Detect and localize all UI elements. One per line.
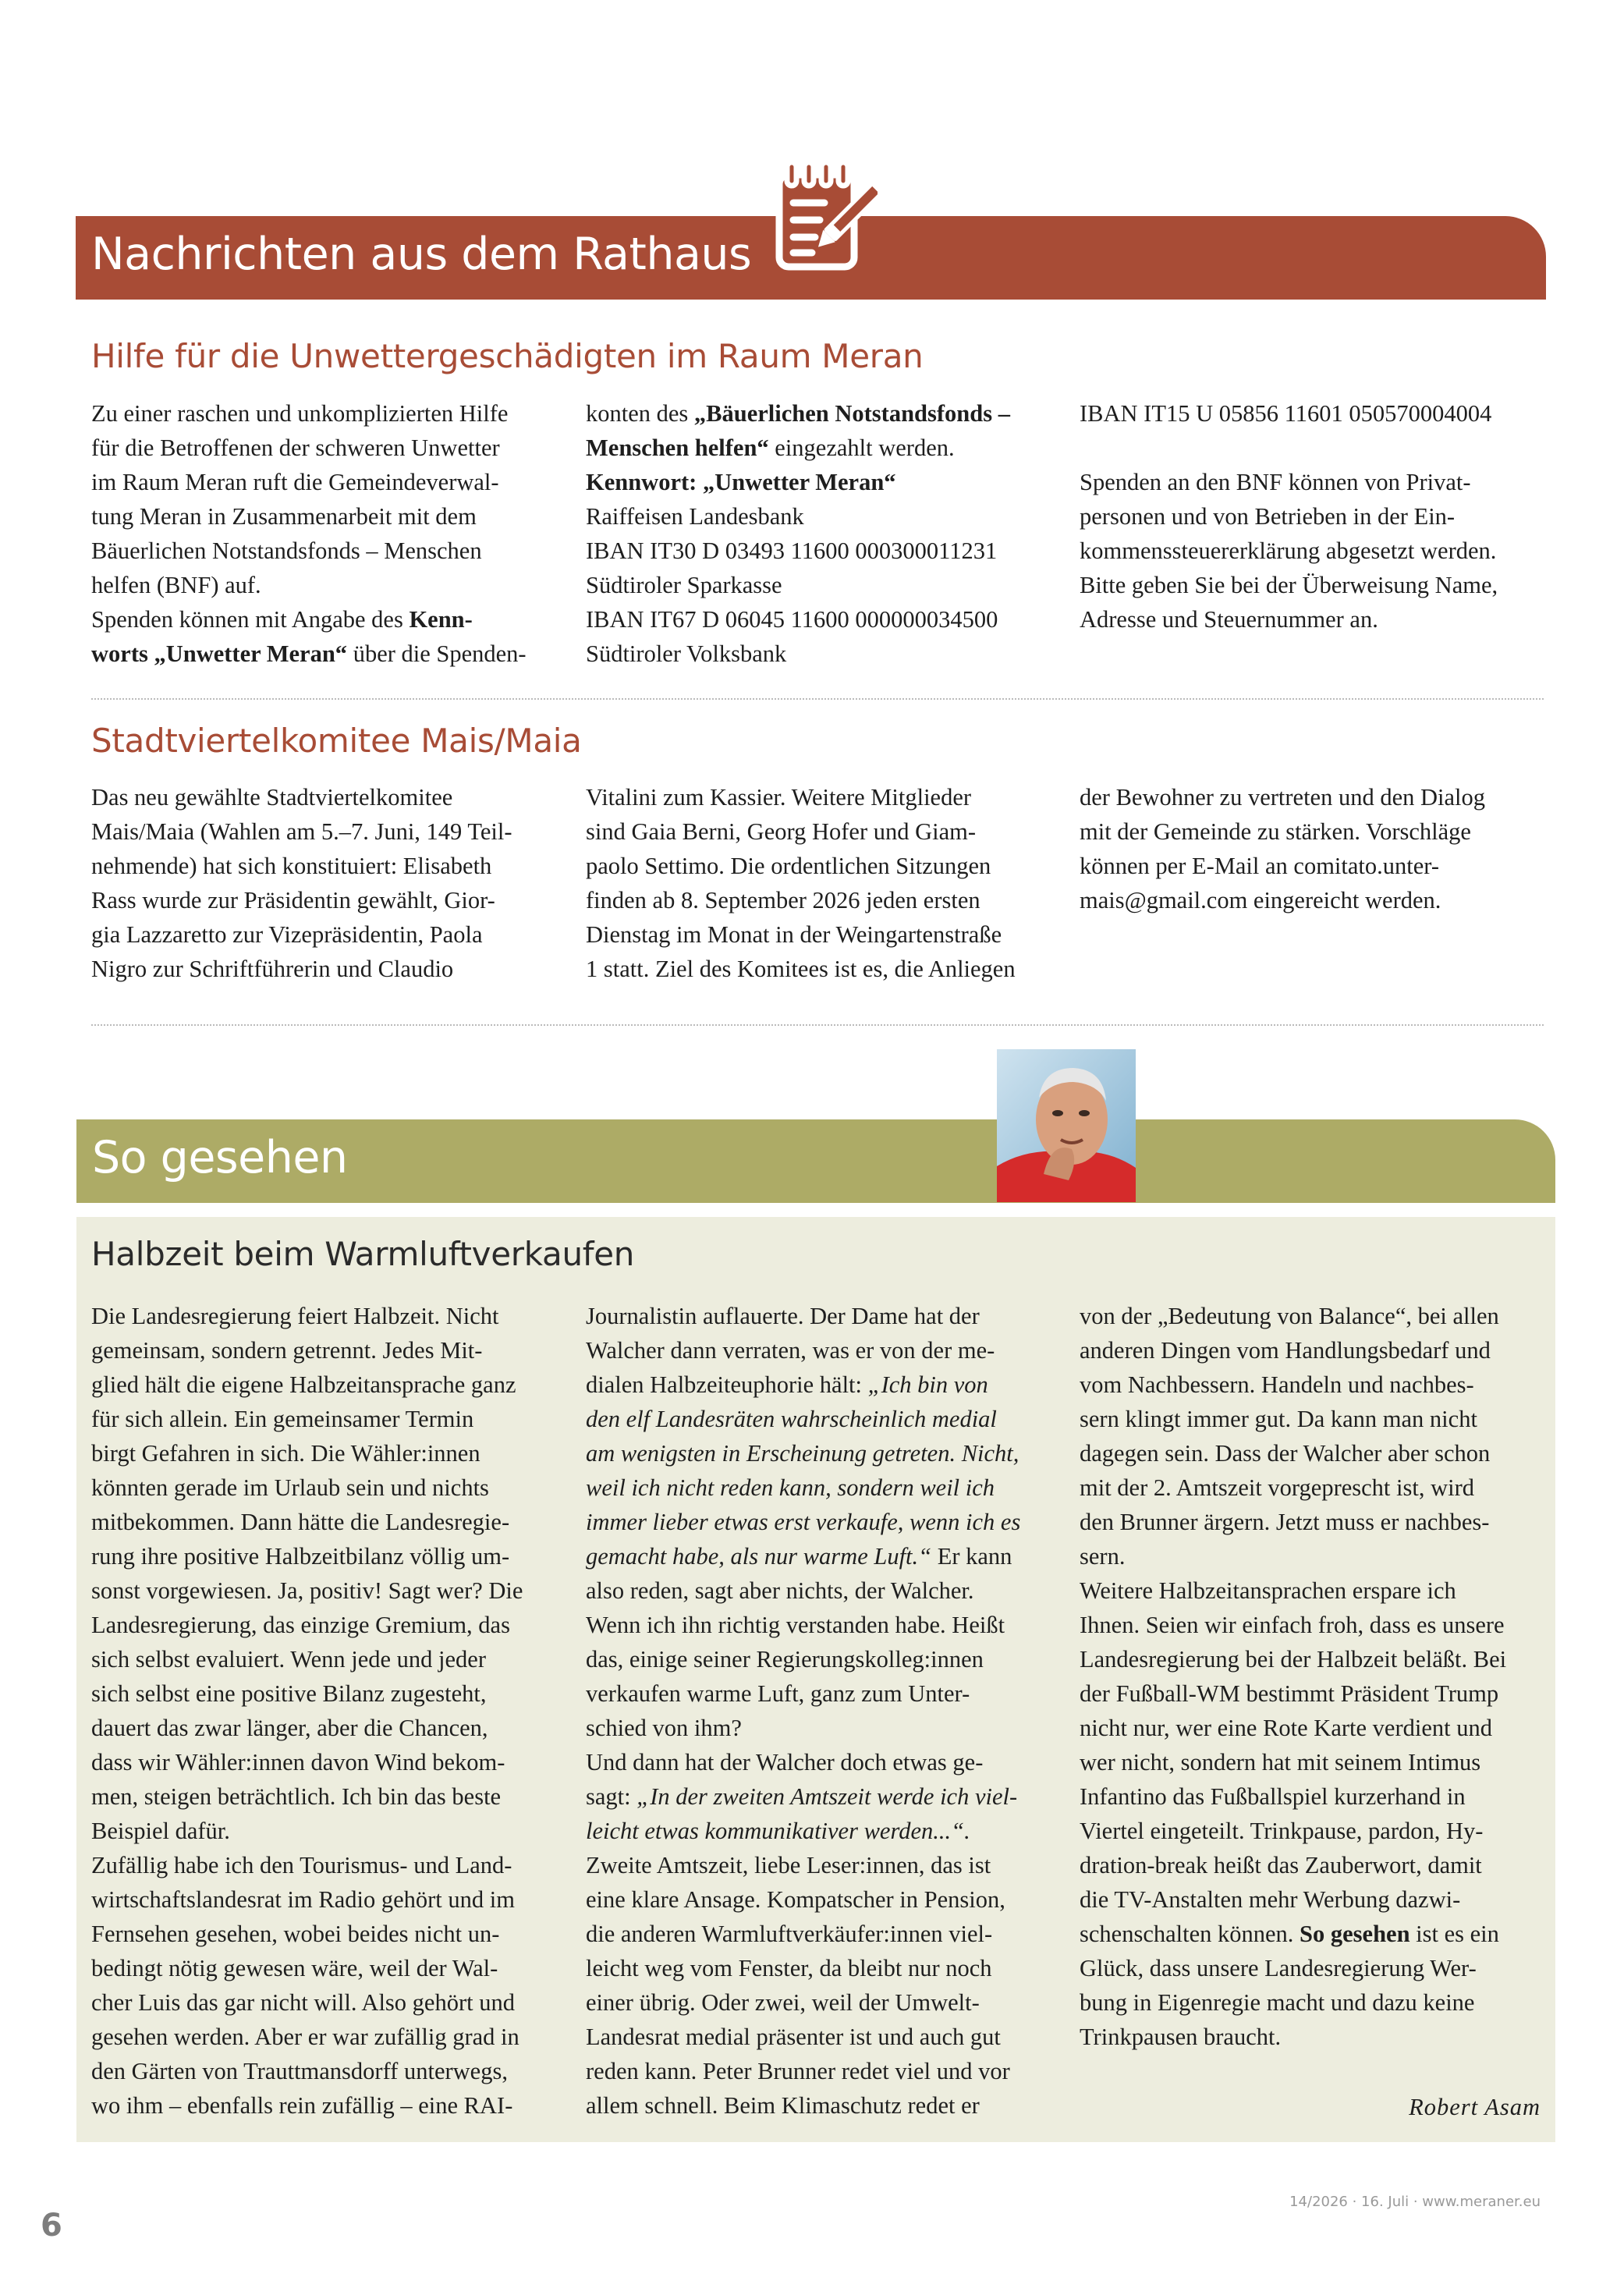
- text-segment: gemeinsam, sondern getrennt. Jedes Mit-: [91, 1337, 483, 1364]
- text-line: [91, 2020, 523, 2054]
- text-line: [586, 1608, 1020, 1642]
- text-line: [586, 499, 1010, 534]
- text-segment: leicht weg vom Fenster, da bleibt nur noch: [586, 1955, 992, 1981]
- text-line: [586, 396, 1010, 431]
- text-segment: birgt Gefahren in sich. Die Wähler:innen: [91, 1440, 480, 1467]
- text-segment: schenschalten können.: [1080, 1921, 1300, 1947]
- text-line: [586, 1882, 1020, 1917]
- text-segment: dration-break heißt das Zauberwort, damit: [1080, 1852, 1482, 1878]
- text-segment: der Bewohner zu vertreten und den Dialog: [1080, 784, 1486, 811]
- text-line: [1080, 1882, 1506, 1917]
- text-line: [91, 431, 527, 465]
- text-line: [1080, 1539, 1506, 1573]
- text-segment: den elf Landesräten wahrscheinlich medial: [586, 1406, 997, 1432]
- text-line: [1080, 1368, 1506, 1402]
- text-line: [586, 814, 1016, 849]
- text-line: [586, 637, 1010, 671]
- text-segment: „Ich bin von: [867, 1371, 988, 1398]
- text-segment: Rass wurde zur Präsidentin gewählt, Gior-: [91, 887, 495, 913]
- text-line: [1080, 1642, 1506, 1676]
- text-line: [1080, 883, 1485, 917]
- text-segment: Trinkpausen braucht.: [1080, 2024, 1282, 2050]
- text-segment: Bitte geben Sie bei der Überweisung Name,: [1080, 572, 1498, 598]
- text-line: [586, 1779, 1020, 1814]
- text-line: [91, 883, 512, 917]
- text-segment: über die Spenden-: [347, 640, 527, 667]
- text-segment: mitbekommen. Dann hätte die Landesregie-: [91, 1509, 510, 1535]
- text-segment: Weitere Halbzeitansprachen erspare ich: [1080, 1577, 1456, 1604]
- text-line: [586, 780, 1016, 814]
- text-line: [91, 1779, 523, 1814]
- text-segment: sern.: [1080, 1543, 1126, 1570]
- text-segment: Vitalini zum Kassier. Weitere Mitglieder: [586, 784, 972, 811]
- text-line: [586, 1814, 1020, 1848]
- text-line: [91, 814, 512, 849]
- article-column: [1080, 396, 1498, 637]
- text-segment: am wenigsten in Erscheinung getreten. Nicht,: [586, 1440, 1019, 1467]
- text-segment: Beispiel dafür.: [91, 1818, 230, 1844]
- article-title: Stadtviertelkomitee Mais/Maia: [91, 722, 582, 760]
- text-line: [91, 952, 512, 986]
- text-segment: wo ihm – ebenfalls rein zufällig – eine RAI-: [91, 2092, 513, 2119]
- text-line: [586, 952, 1016, 986]
- text-line: [91, 534, 527, 568]
- text-segment: paolo Settimo. Die ordentlichen Sitzungen: [586, 853, 991, 879]
- text-segment: Ihnen. Seien wir einfach froh, dass es unsere: [1080, 1612, 1505, 1638]
- author-photo: [997, 1049, 1136, 1202]
- text-line: [586, 1299, 1020, 1333]
- text-segment: Mais/Maia (Wahlen am 5.–7. Juni, 149 Teil-: [91, 818, 512, 845]
- text-line: [91, 396, 527, 431]
- sogesehen-banner: [76, 1119, 1555, 1203]
- article-column: [1080, 1299, 1506, 2054]
- text-segment: anderen Dingen vom Handlungsbedarf und: [1080, 1337, 1491, 1364]
- text-line: [91, 917, 512, 952]
- text-line: [91, 568, 527, 602]
- text-line: [1080, 849, 1485, 883]
- text-line: [91, 1573, 523, 1608]
- text-segment: Spenden an den BNF können von Privat-: [1080, 469, 1471, 495]
- text-segment: men, steigen beträchtlich. Ich bin das beste: [91, 1783, 502, 1810]
- article-column: [586, 1299, 1020, 2123]
- text-line: [91, 637, 527, 671]
- text-segment: worts „Unwetter Meran“: [91, 640, 348, 667]
- text-line: [91, 1402, 523, 1436]
- text-segment: die TV-Anstalten mehr Werbung dazwi-: [1080, 1886, 1461, 1913]
- text-segment: konten des: [586, 400, 694, 427]
- text-segment: Menschen helfen“: [586, 435, 769, 461]
- text-segment: sagt:: [586, 1783, 637, 1810]
- author-signature: Robert Asam: [1409, 2094, 1541, 2120]
- text-segment: Spenden können mit Angabe des: [91, 606, 410, 633]
- text-segment: schied von ihm?: [586, 1715, 742, 1741]
- article-title: Hilfe für die Unwettergeschädigten im Raum Meran: [91, 337, 924, 375]
- text-line: [586, 1711, 1020, 1745]
- text-segment: sonst vorgewiesen. Ja, positiv! Sagt wer? Die: [91, 1577, 523, 1604]
- text-line: [91, 499, 527, 534]
- text-segment: dauert das zwar länger, aber die Chancen,: [91, 1715, 488, 1741]
- text-segment: sern klingt immer gut. Da kann man nicht: [1080, 1406, 1477, 1432]
- text-segment: Kennwort: „Unwetter Meran“: [586, 469, 896, 495]
- text-segment: Raiffeisen Landesbank: [586, 503, 804, 530]
- text-segment: Und dann hat der Walcher doch etwas ge-: [586, 1749, 984, 1775]
- text-line: [1080, 431, 1498, 465]
- text-segment: [1080, 435, 1086, 461]
- text-segment: Bäuerlichen Notstandsfonds – Menschen: [91, 537, 482, 564]
- text-line: [91, 1368, 523, 1402]
- text-segment: eine klare Ansage. Kompatscher in Pension,: [586, 1886, 1005, 1913]
- text-line: [91, 1814, 523, 1848]
- text-segment: kommenssteuererklärung abgesetzt werden.: [1080, 537, 1497, 564]
- text-segment: nehmende) hat sich konstituiert: Elisabeth: [91, 853, 492, 879]
- text-line: [91, 1676, 523, 1711]
- text-segment: 1 statt. Ziel des Komitees ist es, die Anliegen: [586, 956, 1016, 982]
- text-segment: Landesregierung, das einzige Gremium, das: [91, 1612, 510, 1638]
- text-line: [586, 1470, 1020, 1505]
- text-line: [586, 1368, 1020, 1402]
- text-segment: verkaufen warme Luft, ganz zum Unter-: [586, 1680, 970, 1707]
- text-line: [586, 1985, 1020, 2020]
- text-line: [1080, 1505, 1506, 1539]
- text-segment: mais@gmail.com eingereicht werden.: [1080, 887, 1441, 913]
- text-segment: wirtschaftslandesrat im Radio gehört und im: [91, 1886, 515, 1913]
- text-segment: Er kann: [931, 1543, 1012, 1570]
- text-segment: ist es ein: [1409, 1921, 1499, 1947]
- text-segment: Journalistin auflauerte. Der Dame hat der: [586, 1303, 980, 1329]
- text-segment: dialen Halbzeiteuphorie hält:: [586, 1371, 868, 1398]
- text-line: [1080, 1470, 1506, 1505]
- text-segment: im Raum Meran ruft die Gemeindeverwal-: [91, 469, 499, 495]
- text-segment: wer nicht, sondern hat mit seinem Intimus: [1080, 1749, 1481, 1775]
- text-line: [586, 534, 1010, 568]
- text-segment: IBAN IT30 D 03493 11600 000300011231: [586, 537, 998, 564]
- text-line: [1080, 1299, 1506, 1333]
- text-line: [1080, 465, 1498, 499]
- text-line: [91, 1985, 523, 2020]
- text-line: [586, 849, 1016, 883]
- text-segment: Das neu gewählte Stadtviertelkomitee: [91, 784, 453, 811]
- text-segment: das, einige seiner Regierungskolleg:innen: [586, 1646, 984, 1673]
- text-segment: mit der Gemeinde zu stärken. Vorschläge: [1080, 818, 1471, 845]
- text-segment: weil ich nicht reden kann, sondern weil ich: [586, 1474, 995, 1501]
- text-segment: finden ab 8. September 2026 jeden ersten: [586, 887, 980, 913]
- text-segment: die anderen Warmluftverkäufer:innen viel-: [586, 1921, 993, 1947]
- text-segment: dagegen sein. Dass der Walcher aber schon: [1080, 1440, 1491, 1467]
- text-segment: können per E-Mail an comitato.unter-: [1080, 853, 1439, 879]
- text-line: [1080, 814, 1485, 849]
- text-segment: den Brunner ärgern. Jetzt muss er nachbes-: [1080, 1509, 1490, 1535]
- text-segment: Viertel eingeteilt. Trinkpause, pardon, Hy-: [1080, 1818, 1484, 1844]
- text-line: [586, 917, 1016, 952]
- text-line: [586, 1745, 1020, 1779]
- text-line: [1080, 1917, 1506, 1951]
- text-line: [1080, 1402, 1506, 1436]
- text-segment: So gesehen: [1300, 1921, 1410, 1947]
- text-segment: Landesregierung bei der Halbzeit beläßt. Bei: [1080, 1646, 1507, 1673]
- text-segment: Zufällig habe ich den Tourismus- und Land-: [91, 1852, 512, 1878]
- text-line: [586, 1505, 1020, 1539]
- text-line: [91, 1505, 523, 1539]
- text-segment: Adresse und Steuernummer an.: [1080, 606, 1378, 633]
- text-segment: helfen (BNF) auf.: [91, 572, 261, 598]
- text-line: [1080, 1951, 1506, 1985]
- text-segment: für sich allein. Ein gemeinsamer Termin: [91, 1406, 474, 1432]
- text-segment: also reden, sagt aber nichts, der Walcher.: [586, 1577, 974, 1604]
- text-segment: eingezahlt werden.: [768, 435, 955, 461]
- section-divider: [91, 1024, 1544, 1026]
- text-segment: rung ihre positive Halbzeitbilanz völlig um-: [91, 1543, 510, 1570]
- text-line: [1080, 1848, 1506, 1882]
- text-segment: leicht etwas kommunikativer werden...“.: [586, 1818, 970, 1844]
- text-segment: Fernsehen gesehen, wobei beides nicht un-: [91, 1921, 500, 1947]
- text-line: [91, 1848, 523, 1882]
- text-line: [586, 465, 1010, 499]
- text-segment: Zweite Amtszeit, liebe Leser:innen, das ist: [586, 1852, 991, 1878]
- text-segment: sich selbst eine positive Bilanz zugesteht,: [91, 1680, 487, 1707]
- text-line: [1080, 499, 1498, 534]
- text-line: [1080, 1814, 1506, 1848]
- article-column: [91, 396, 527, 671]
- text-line: [1080, 1333, 1506, 1368]
- text-segment: von der „Bedeutung von Balance“, bei allen: [1080, 1303, 1499, 1329]
- text-segment: der Fußball-WM bestimmt Präsident Trump: [1080, 1680, 1499, 1707]
- text-line: [91, 2054, 523, 2088]
- text-segment: glied hält die eigene Halbzeitansprache ganz: [91, 1371, 516, 1398]
- text-segment: „In der zweiten Amtszeit werde ich viel-: [636, 1783, 1018, 1810]
- text-line: [1080, 1745, 1506, 1779]
- text-line: [91, 602, 527, 637]
- text-segment: einer übrig. Oder zwei, weil der Umwelt-: [586, 1989, 980, 2016]
- text-line: [1080, 1436, 1506, 1470]
- text-segment: Nigro zur Schriftführerin und Claudio: [91, 956, 454, 982]
- text-segment: mit der 2. Amtszeit vorgeprescht ist, wird: [1080, 1474, 1474, 1501]
- text-line: [91, 1642, 523, 1676]
- text-line: [91, 1745, 523, 1779]
- text-segment: Walcher dann verraten, was er von der me-: [586, 1337, 995, 1364]
- text-line: [91, 2088, 523, 2123]
- text-segment: Wenn ich ihn richtig verstanden habe. Heißt: [586, 1612, 1005, 1638]
- text-line: [586, 1676, 1020, 1711]
- text-segment: bung in Eigenregie macht und dazu keine: [1080, 1989, 1475, 2016]
- text-line: [586, 1539, 1020, 1573]
- text-segment: Landesrat medial präsenter ist und auch gut: [586, 2024, 1001, 2050]
- text-line: [586, 431, 1010, 465]
- text-line: [586, 883, 1016, 917]
- text-segment: IBAN IT15 U 05856 11601 050570004004: [1080, 400, 1492, 427]
- text-segment: dass wir Wähler:innen davon Wind bekom-: [91, 1749, 505, 1775]
- text-segment: nicht nur, wer eine Rote Karte verdient und: [1080, 1715, 1492, 1741]
- text-line: [586, 568, 1010, 602]
- text-line: [1080, 1676, 1506, 1711]
- text-segment: Südtiroler Volksbank: [586, 640, 787, 667]
- text-segment: Südtiroler Sparkasse: [586, 572, 782, 598]
- text-line: [1080, 1573, 1506, 1608]
- text-segment: Die Landesregierung feiert Halbzeit. Nicht: [91, 1303, 499, 1329]
- article-column: [586, 396, 1010, 671]
- text-line: [1080, 602, 1498, 637]
- text-segment: reden kann. Peter Brunner redet viel und vor: [586, 2058, 1010, 2084]
- text-line: [91, 780, 512, 814]
- text-segment: könnten gerade im Urlaub sein und nichts: [91, 1474, 489, 1501]
- text-line: [586, 602, 1010, 637]
- text-line: [586, 2020, 1020, 2054]
- text-line: [91, 849, 512, 883]
- notepad-pencil-icon: [768, 158, 878, 273]
- text-segment: „Bäuerlichen Notstandsfonds –: [693, 400, 1010, 427]
- text-line: [1080, 780, 1485, 814]
- text-segment: tung Meran in Zusammenarbeit mit dem: [91, 503, 477, 530]
- text-line: [91, 1539, 523, 1573]
- text-segment: IBAN IT67 D 06045 11600 000000034500: [586, 606, 998, 633]
- text-line: [586, 1333, 1020, 1368]
- text-segment: sind Gaia Berni, Georg Hofer und Giam-: [586, 818, 977, 845]
- text-line: [1080, 1711, 1506, 1745]
- text-segment: cher Luis das gar nicht will. Also gehört und: [91, 1989, 515, 2016]
- text-segment: vom Nachbessern. Handeln und nachbes-: [1080, 1371, 1474, 1398]
- text-segment: bedingt nötig gewesen wäre, weil der Wal-: [91, 1955, 498, 1981]
- text-segment: gemacht habe, als nur warme Luft.“: [586, 1543, 932, 1570]
- text-segment: gia Lazzaretto zur Vizepräsidentin, Paola: [91, 921, 483, 948]
- text-segment: immer lieber etwas erst verkaufe, wenn ich es: [586, 1509, 1021, 1535]
- text-line: [91, 1882, 523, 1917]
- text-segment: Kenn-: [409, 606, 473, 633]
- article-column: [91, 1299, 523, 2123]
- text-line: [1080, 568, 1498, 602]
- text-segment: Zu einer raschen und unkomplizierten Hilfe: [91, 400, 509, 427]
- section-divider: [91, 698, 1544, 700]
- text-line: [1080, 1985, 1506, 2020]
- text-line: [91, 1711, 523, 1745]
- text-line: [1080, 1608, 1506, 1642]
- text-line: [586, 1573, 1020, 1608]
- text-line: [586, 1951, 1020, 1985]
- article-column: [586, 780, 1016, 986]
- text-segment: Infantino das Fußballspiel kurzerhand in: [1080, 1783, 1466, 1810]
- text-segment: Glück, dass unsere Landesregierung Wer-: [1080, 1955, 1477, 1981]
- text-segment: personen und von Betrieben in der Ein-: [1080, 503, 1456, 530]
- rathaus-banner-title: Nachrichten aus dem Rathaus: [91, 229, 752, 280]
- text-line: [586, 1917, 1020, 1951]
- text-line: [91, 1608, 523, 1642]
- text-segment: Dienstag im Monat in der Weingartenstraße: [586, 921, 1002, 948]
- article-column: [91, 780, 512, 986]
- text-line: [586, 1402, 1020, 1436]
- text-segment: für die Betroffenen der schweren Unwetter: [91, 435, 500, 461]
- text-line: [1080, 1779, 1506, 1814]
- page-number: 6: [41, 2208, 62, 2244]
- text-segment: sich selbst evaluiert. Wenn jede und jeder: [91, 1646, 487, 1673]
- text-line: [586, 1642, 1020, 1676]
- text-line: [586, 1436, 1020, 1470]
- text-line: [586, 1848, 1020, 1882]
- text-segment: gesehen werden. Aber er war zufällig grad in: [91, 2024, 519, 2050]
- text-line: [91, 1470, 523, 1505]
- article-column: [1080, 780, 1485, 917]
- text-line: [91, 1951, 523, 1985]
- issue-info: 14/2026 · 16. Juli · www.meraner.eu: [1289, 2194, 1541, 2210]
- column-title: Halbzeit beim Warmluftverkaufen: [91, 1235, 635, 1273]
- text-line: [91, 1917, 523, 1951]
- text-line: [91, 1333, 523, 1368]
- text-line: [1080, 2020, 1506, 2054]
- text-line: [91, 1436, 523, 1470]
- text-line: [586, 2054, 1020, 2088]
- text-line: [91, 1299, 523, 1333]
- text-line: [1080, 534, 1498, 568]
- text-segment: allem schnell. Beim Klimaschutz redet er: [586, 2092, 980, 2119]
- sogesehen-banner-title: So gesehen: [92, 1132, 348, 1183]
- text-line: [1080, 396, 1498, 431]
- text-line: [586, 2088, 1020, 2123]
- text-segment: den Gärten von Trauttmansdorff unterwegs,: [91, 2058, 508, 2084]
- text-line: [91, 465, 527, 499]
